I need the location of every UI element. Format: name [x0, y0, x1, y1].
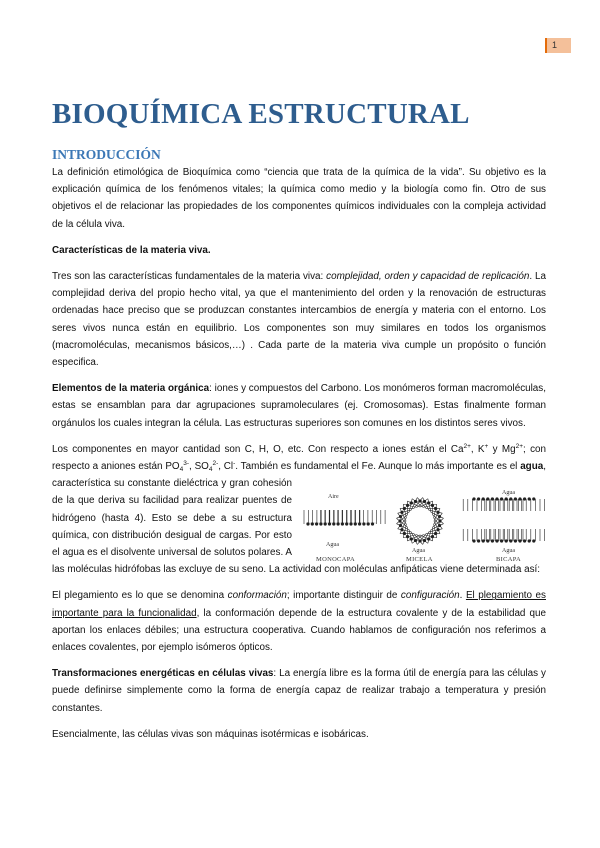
water-term: agua [520, 461, 544, 473]
intro-heading: INTRODUCCIÓN [52, 147, 161, 162]
energy-paragraph: Transformaciones energéticas en células vivas: La energía libre es la forma útil de energía para las células y puede definirse simplemente como la forma de energía capaz de realizar trabajo a temperatura y presión constantes. [52, 668, 546, 714]
key-characteristics: complejidad, orden y capacidad de replicación [326, 271, 530, 283]
page-number-badge: 1 [545, 38, 571, 53]
label-water-right-top: Agua [502, 490, 515, 497]
intro-paragraph: La definición etimológica de Bioquímica como “ciencia que trata de la química de la vida”. Su objetivo es la explicación química de los fenómenos vitales; la química como medio y la biología como fin. Otro de sus objetivos el de relacionar las propiedades de los componentes químicos individuales con la compleja actividad de la célula viva. [52, 167, 546, 230]
caption-bilayer: BICAPA [496, 556, 522, 564]
micelle-drawing [397, 498, 444, 545]
folding-importance: El plegamiento es importante para la funcionalidad [52, 590, 546, 619]
folding-paragraph: El plegamiento es lo que se denomina conformación; importante distinguir de configuración. El plegamiento es importante para la funcionalidad, la conformación depende de la estructura covalente y de la estabilidad que aportan los enlaces débiles; una estructura cooperativa. Cuando hablamos de configuración nos referimos a enlaces covalentes, por ejemplo isómeros ópticos. [52, 590, 546, 654]
document-body [52, 146, 546, 752]
characteristics-paragraph: Tres son las características fundamentales de la materia viva: complejidad, orden y capacidad de replicación. La complejidad deriva del propio hecho vital, ya que el mantenimiento del orden y la renovación de estructuras ordenadas hace preciso que se produzcan constantes intercambios de energía y materia con el entorno. Los seres vivos nunca están en equilibrio. Los componentes son muy similares en todos los organismos (macromoléculas, mecanismos básicos,…) . Cada parte de la materia viva cumple un propósito o función especifica. [52, 271, 546, 369]
bilayer-drawing [463, 498, 544, 543]
label-water-right-bottom: Agua [502, 548, 515, 555]
caption-micelle: MICELA [406, 556, 433, 564]
organic-elements-term: Elementos de la materia orgánica [52, 383, 210, 395]
caption-monolayer: MONOCAPA [316, 556, 356, 564]
page-title: BIOQUÍMICA ESTRUCTURAL [52, 98, 470, 130]
characteristics-heading: Características de la materia viva. [52, 244, 211, 256]
organic-elements-paragraph: Elementos de la materia orgánica: iones y compuestos del Carbono. Los monómeros forman macromoléculas, estas se ensamblan para dar agrupaciones supramoleculares (ej. Cromosomas). Estas finalmente forman orgánulos los cuales integran la célula. Las estructuras superiores son comunes en los distintos seres vivos. [52, 383, 546, 429]
label-air: Aire [328, 494, 339, 501]
monolayer-drawing [302, 510, 385, 526]
label-water-mid: Agua [412, 548, 425, 555]
closing-paragraph: Esencialmente, las células vivas son máquinas isotérmicas e isobáricas. [52, 728, 369, 740]
amphipathic-structures-figure [302, 485, 546, 564]
components-paragraph: Los componentes en mayor cantidad son C, H, O, etc. Con respecto a iones están el $Ca^{2+}$, K+ y $Mg^{2+}$; con respecto a aniones están $PO_4^{3-}$, $SO_4^{2-}$, Cl-. También es fundamental el Fe. Aunque lo más importante es el agua Aire Agua Agua Agua Agua MONOCAPA MICELA BICAPA , característica su constante dieléctrica y gran cohesión de la que deriva su facilidad para realizar puentes de hidrógeno (hasta 4). Esto se debe a su estructura química, con distribución desigual de cargas. Por esto el agua es el disolvente universal de solutos polares. A las moléculas hidrófobas las excluye de su seno. La actividad con moléculas anfipáticas viene determinada así: [52, 442, 546, 576]
label-water-left: Agua [326, 542, 339, 549]
energy-term: Transformaciones energéticas en células vivas [52, 668, 274, 680]
